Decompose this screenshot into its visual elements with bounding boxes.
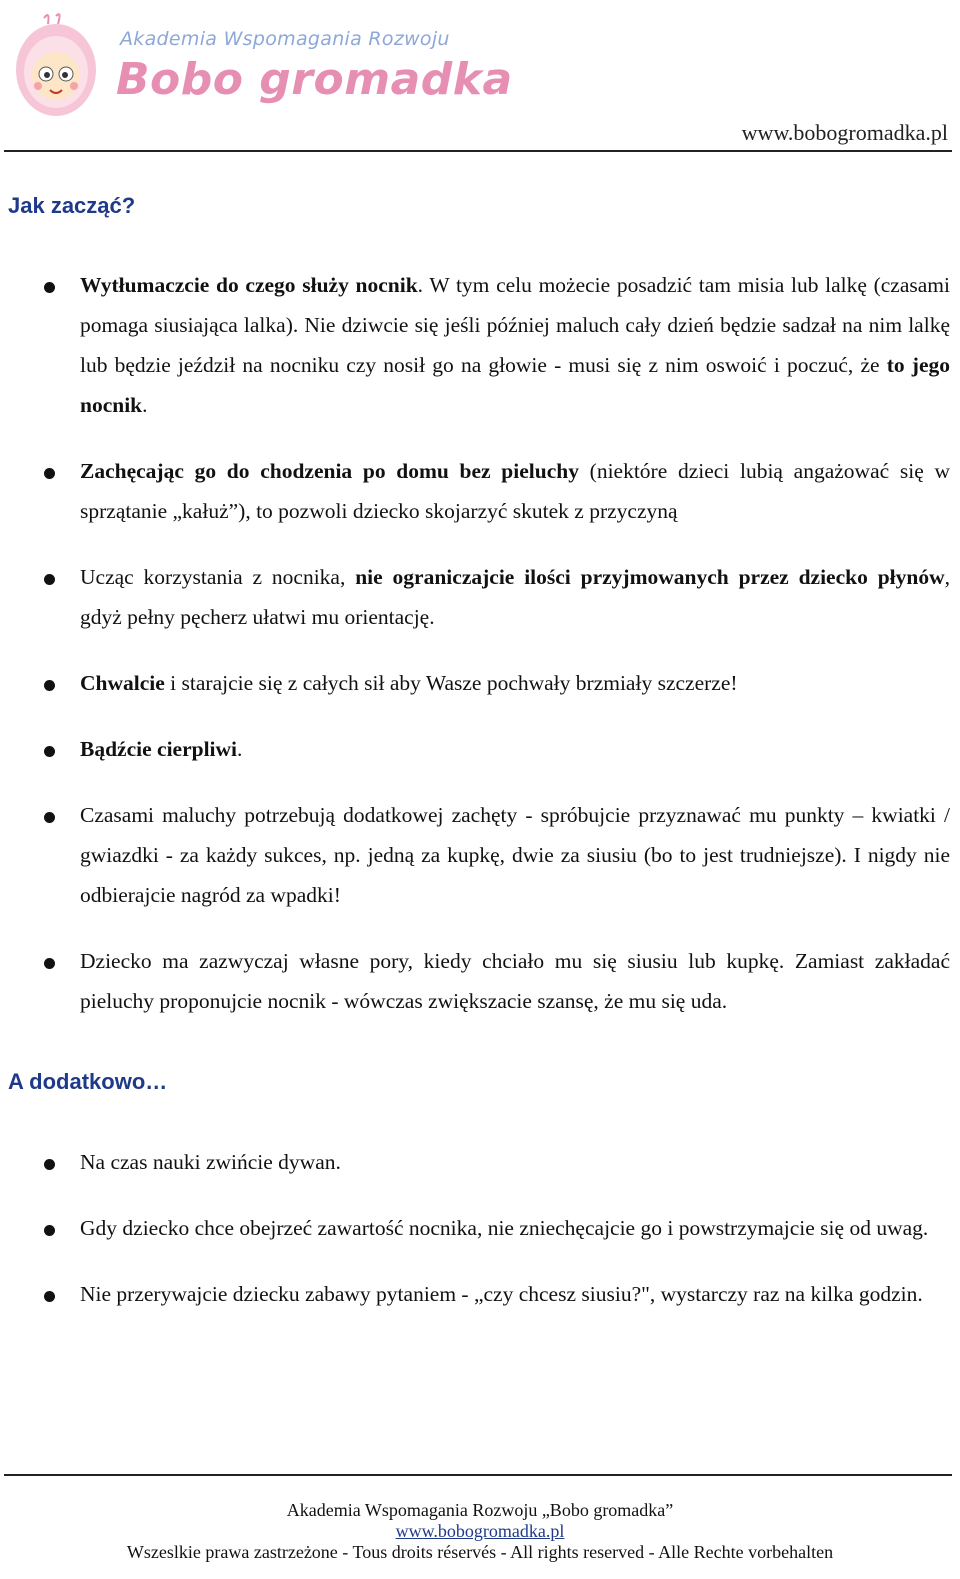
body-text: Gdy dziecko chce obejrzeć zawartość nocnika, nie zniechęcajcie go i powstrzymajcie się od uwag. — [80, 1216, 929, 1240]
body-text: Dziecko ma zazwyczaj własne pory, kiedy chciało mu się siusiu lub kupkę. Zamiast zakładać pieluchy proponujcie nocnik - wówczas zwiększacie szansę, że mu się uda. — [80, 949, 950, 1013]
footer-org: Akademia Wspomagania Rozwoju „Bobo gromadka” — [286, 1500, 674, 1520]
bullet-icon — [44, 1291, 55, 1302]
list-item — [0, 1208, 960, 1248]
page-header — [0, 0, 960, 152]
list-item — [0, 265, 960, 425]
list-item — [0, 941, 960, 1021]
footer-rights: Wszeslkie prawa zastrzeżone - Tous droits réservés - All rights reserved - Alle Rechte vorbehalten — [126, 1542, 834, 1562]
bullet-icon — [44, 680, 55, 691]
list-item — [0, 1142, 960, 1182]
body-text: , gdyż pełny pęcherz ułatwi mu orientację. — [80, 565, 950, 629]
bullet-icon — [44, 1159, 55, 1170]
emphasis-text: Wytłumaczcie do czego służy nocnik — [80, 273, 418, 297]
emphasis-text: Zachęcając go do chodzenia po domu bez pieluchy — [80, 459, 579, 483]
footer-divider — [4, 1474, 952, 1476]
list-item — [0, 729, 960, 769]
footer-url-link[interactable]: www.bobogromadka.pl — [395, 1521, 565, 1541]
list-item — [0, 557, 960, 637]
list-item — [0, 1274, 960, 1314]
emphasis-text: Chwalcie — [80, 671, 165, 695]
body-text: (niektóre dzieci lubią angażować się w sprzątanie „kałuż”), to pozwoli dziecko skojarzyć skutek z przyczyną — [80, 459, 950, 523]
extra-tips-list — [0, 1142, 960, 1340]
baby-face-logo-icon — [14, 10, 100, 118]
logo-title: Bobo gromadka — [116, 54, 513, 105]
bullet-icon — [44, 958, 55, 969]
logo-subtitle: Akademia Wspomagania Rozwoju — [120, 28, 450, 50]
header-site-url: www.bobogromadka.pl — [741, 120, 948, 145]
body-text: Na czas nauki zwińcie dywan. — [80, 1150, 341, 1174]
body-text: . — [142, 393, 148, 417]
emphasis-text: nie ograniczajcie ilości przyjmowanych przez dziecko płynów — [355, 565, 945, 589]
emphasis-text: to jego nocnik — [80, 353, 950, 417]
tips-list — [0, 265, 960, 1047]
section-heading-jak-zaczac: Jak zacząć? — [8, 193, 136, 218]
body-text: . W tym celu możecie posadzić tam misia lub lalkę (czasami pomaga siusiająca lalka). Nie dziwcie się jeśli później maluch cały dzień będzie sadzał na nim lalkę lub będzie jeździł na nocniku czy nosił go na głowie - musi się z nim oswoić i poczuć, że — [80, 273, 950, 377]
bullet-icon — [44, 468, 55, 479]
bullet-icon — [44, 746, 55, 757]
list-item — [0, 451, 960, 531]
bullet-icon — [44, 812, 55, 823]
body-text: . — [237, 737, 243, 761]
bullet-icon — [44, 282, 55, 293]
body-text: Nie przerywajcie dziecku zabawy pytaniem - „czy chcesz siusiu?", wystarczy raz na kilka godzin. — [80, 1282, 923, 1306]
list-item — [0, 663, 960, 703]
emphasis-text: Bądźcie cierpliwi — [80, 737, 238, 761]
header-divider — [4, 150, 952, 152]
list-item — [0, 795, 960, 915]
body-text: Czasami maluchy potrzebują dodatkowej zachęty - spróbujcie przyznawać mu punkty – kwiatki / gwiazdki - za każdy sukces, np. jedną za kupkę, dwie za siusiu (bo to jest trudniejsze). I nigdy nie odbierajcie nagród za wpadki! — [80, 803, 950, 907]
bullet-icon — [44, 1225, 55, 1236]
page-footer — [0, 1500, 960, 1563]
body-text: Ucząc korzystania z nocnika, — [80, 565, 356, 589]
bullet-icon — [44, 574, 55, 585]
section-heading-dodatkowo: A dodatkowo… — [8, 1069, 168, 1094]
body-text: i starajcie się z całych sił aby Wasze pochwały brzmiały szczerze! — [164, 671, 738, 695]
bobo-gromadka-logo[interactable] — [14, 6, 513, 118]
